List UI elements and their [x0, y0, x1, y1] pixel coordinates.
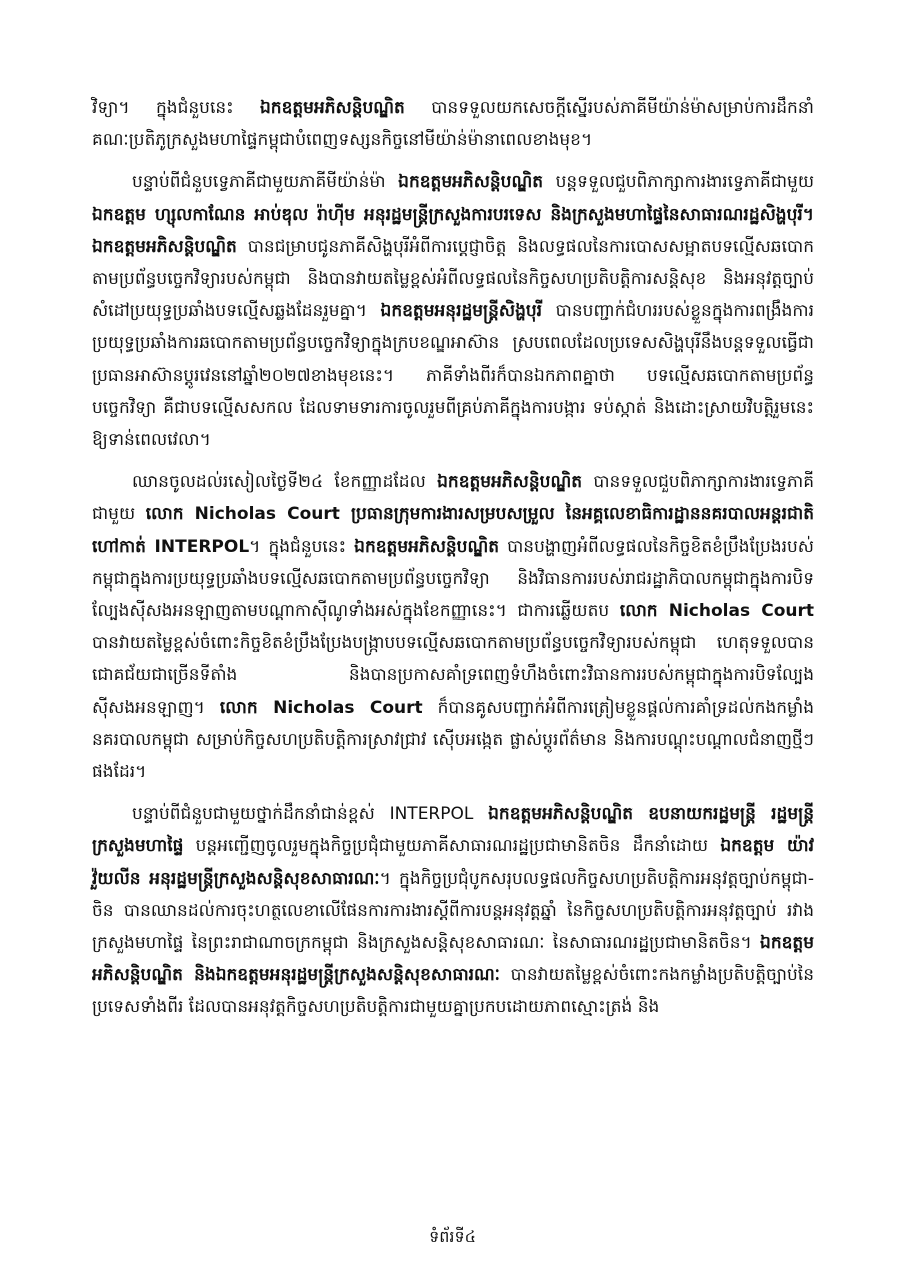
- text-run: បន្តអញ្ជើញចូលរួមក្នុងកិច្ចប្រជុំជាមួយភាគីសាធារណរដ្ឋប្រជាមានិតចិន ដឹកនាំដោយ: [183, 836, 721, 857]
- bold-text-run: លោក Nicholas Court: [619, 601, 814, 622]
- text-run: បានជម្រាបជូនភាគីសិង្ហបុរីអំពីការប្តេជ្ញាចិត្ត និងលទ្ធផលនៃការបោសសម្អាតបទល្មើសឆបោកតាមប្រព័ន្ធបច្ចេកវិទ្យារបស់កម្ពុជា និងបានវាយតម្លៃខ្ពស់អំពីលទ្ធផលនៃកិច្ចសហប្រតិបត្តិការសន្តិសុខ និងអនុវត្តច្បាប់សំដៅប្រយុទ្ធប្រឆាំងបទល្មើសឆ្លងដែនរួមគ្នា។: [92, 236, 814, 322]
- page-number: ទំព័រទី៤: [429, 1227, 476, 1246]
- bold-text-run: ឯកឧត្តមអភិសន្តិបណ្ឌិត និងឯកឧត្តមអនុរដ្ឋមន្ត្រីក្រសួងសន្តិសុខសាធារណៈ: [92, 933, 814, 986]
- bold-text-run: ឯកឧត្តមអភិសន្តិបណ្ឌិត: [260, 98, 405, 118]
- bold-text-run: ឯកឧត្តម យ៉ាវ វ៉ួយលីន អនុរដ្ឋមន្ត្រីក្រសួងសន្តិសុខសាធារណៈ: [92, 836, 815, 889]
- text-run: បានវាយតម្លៃខ្ពស់ចំពោះកងកម្លាំងប្រតិបត្តិច្បាប់នៃប្រទេសទាំងពីរ ដែលបានអនុវត្តកិច្ចសហប្រតិបត្តិការជាមួយគ្នាប្រកបដោយភាពស្មោះត្រង់ និង: [92, 965, 814, 1018]
- bold-text-run: ឯកឧត្តមអភិសន្តិបណ្ឌិត: [437, 472, 582, 493]
- text-run: វិទ្យា។ ក្នុងជំនួបនេះ: [92, 98, 260, 118]
- bold-text-run: ឯកឧត្តមអភិសន្តិបណ្ឌិត: [354, 536, 500, 557]
- bold-text-run: ឯកឧត្តមអភិសន្តិបណ្ឌិត: [92, 236, 237, 257]
- text-run: បានទទួលជួបពិភាក្សាការងារទ្វេភាគីជាមួយ: [92, 472, 815, 525]
- text-run: បានទទួលយកសេចក្តីស្នើរបស់ភាគីមីយ៉ាន់ម៉ាសម្រាប់ការដឹកនាំគណៈប្រតិភូក្រសួងមហាផ្ទៃកម្ពុជាបំពេញទស្សនកិច្ចនៅមីយ៉ាន់ម៉ានាពេលខាងមុខ។: [92, 98, 814, 151]
- bold-text-run: ឯកឧត្តមអភិសន្តិបណ្ឌិត: [398, 172, 544, 193]
- bold-text-run: ឯកឧត្តម ហ្សុលកាណែន អាប់ឌុល រ៉ាហ៊ីម អនុរដ្ឋមន្ត្រីក្រសួងការបរទេស និងក្រសួងមហាផ្ទៃនៃសាធារណរដ្ឋសិង្ហបុរី។: [92, 204, 814, 225]
- paragraph: [92, 92, 814, 156]
- text-run: បន្តទទួលជួបពិភាក្សាការងារទ្វេភាគីជាមួយ: [543, 172, 815, 193]
- bold-text-run: លោក Nicholas Court ប្រធានក្រុមការងារសម្របសម្រួល នៃអគ្គលេខាធិការដ្ឋាននគរបាលអន្តរជាតិ ហៅកាត់ INTERPOL: [92, 504, 814, 557]
- text-run: បន្ទាប់ពីជំនួបជាមួយថ្នាក់ដឹកនាំជាន់ខ្ពស់ INTERPOL: [132, 804, 489, 825]
- bold-text-run: លោក Nicholas Court: [219, 697, 423, 718]
- text-run: បានបង្ហាញអំពីលទ្ធផលនៃកិច្ចខិតខំប្រឹងប្រែងរបស់កម្ពុជាក្នុងការប្រយុទ្ធប្រឆាំងបទល្មើសឆបោកតាមប្រព័ន្ធបច្ចេកវិទ្យា និងវិធានការរបស់រាជរដ្ឋាភិបាលកម្ពុជាក្នុងការបិទល្បែងស៊ីសងអនឡាញតាមបណ្តាកាស៊ីណូទាំងអស់ក្នុងខែកញ្ញានេះ។ ជាការឆ្លើយតប: [92, 536, 814, 622]
- text-run: បានវាយតម្លៃខ្ពស់ចំពោះកិច្ចខិតខំប្រឹងប្រែងបង្ក្រាបបទល្មើសឆបោកតាមប្រព័ន្ធបច្ចេកវិទ្យារបស់កម្ពុជា ហេតុទទួលបានជោគជ័យជាច្រើនទីតាំង និងបានប្រកាសគាំទ្រពេញទំហឹងចំពោះវិធានការរបស់កម្ពុជាក្នុងការបិទល្បែងស៊ីសងអនឡាញ។: [92, 633, 814, 718]
- paragraph: [92, 798, 814, 1023]
- text-run: បន្ទាប់ពីជំនួបទ្វេភាគីជាមួយភាគីមីយ៉ាន់ម៉ា: [132, 172, 399, 193]
- bold-text-run: ឯកឧត្តមអនុរដ្ឋមន្ត្រីសិង្ហបុរី: [380, 301, 543, 322]
- text-run: បានបញ្ជាក់ជំហររបស់ខ្លួនក្នុងការពង្រឹងការប្រយុទ្ធប្រឆាំងការឆបោកតាមប្រព័ន្ធបច្ចេកវិទ្យាក្នុងក្របខណ្ឌអាស៊ាន ស្របពេលដែលប្រទេសសិង្ហបុរីនឹងបន្តទទួលធ្វើជាប្រធានអាស៊ានប្តូរវេននៅឆ្នាំ២០២៧ខាងមុខនេះ។ ភាគីទាំងពីរក៏បានឯកភាពគ្នាថា បទល្មើសឆបោកតាមប្រព័ន្ធបច្ចេកវិទ្យា គឺជាបទល្មើសសកល ដែលទាមទារការចូលរួមពីគ្រប់ភាគីក្នុងការបង្ការ ទប់ស្កាត់ និងដោះស្រាយវិបត្តិរួមនេះឱ្យទាន់ពេលវេលា។: [92, 301, 814, 451]
- text-run: ។ ក្នុងជំនួបនេះ: [249, 536, 355, 557]
- article-body: [92, 92, 814, 1034]
- paragraph: [92, 466, 814, 788]
- text-run: ។ ក្នុងកិច្ចប្រជុំបូកសរុបលទ្ធផលកិច្ចសហប្រតិបត្តិការអនុវត្តច្បាប់កម្ពុជា-ចិន បានឈានដល់ការចុះហត្ថលេខាលើផែនការការងារស្តីពីការបន្តអនុវត្តឆ្នាំ នៃកិច្ចសហប្រតិបត្តិការអនុវត្តច្បាប់ រវាងក្រសួងមហាផ្ទៃ នៃព្រះរាជាណាចក្រកម្ពុជា និងក្រសួងសន្តិសុខសាធារណៈ នៃសាធារណរដ្ឋប្រជាមានិតចិន។: [92, 868, 814, 954]
- text-run: ឈានចូលដល់រសៀលថ្ងៃទី២៤ ខែកញ្ញាដដែល: [132, 472, 438, 493]
- bold-text-run: ឯកឧត្តមអភិសន្តិបណ្ឌិត ឧបនាយករដ្ឋមន្ត្រី រដ្ឋមន្ត្រីក្រសួងមហាផ្ទៃ: [92, 804, 814, 857]
- paragraph: [92, 166, 814, 456]
- text-run: ក៏បានគូសបញ្ជាក់អំពីការត្រៀមខ្លួនផ្តល់ការគាំទ្រដល់កងកម្លាំងនគរបាលកម្ពុជា សម្រាប់កិច្ចសហប្រតិបត្តិការស្រាវជ្រាវ ស៊ើបអង្កេត ផ្លាស់ប្តូរព័ត៌មាន និងការបណ្តុះបណ្តាលជំនាញថ្មីៗផងដែរ។: [92, 697, 815, 783]
